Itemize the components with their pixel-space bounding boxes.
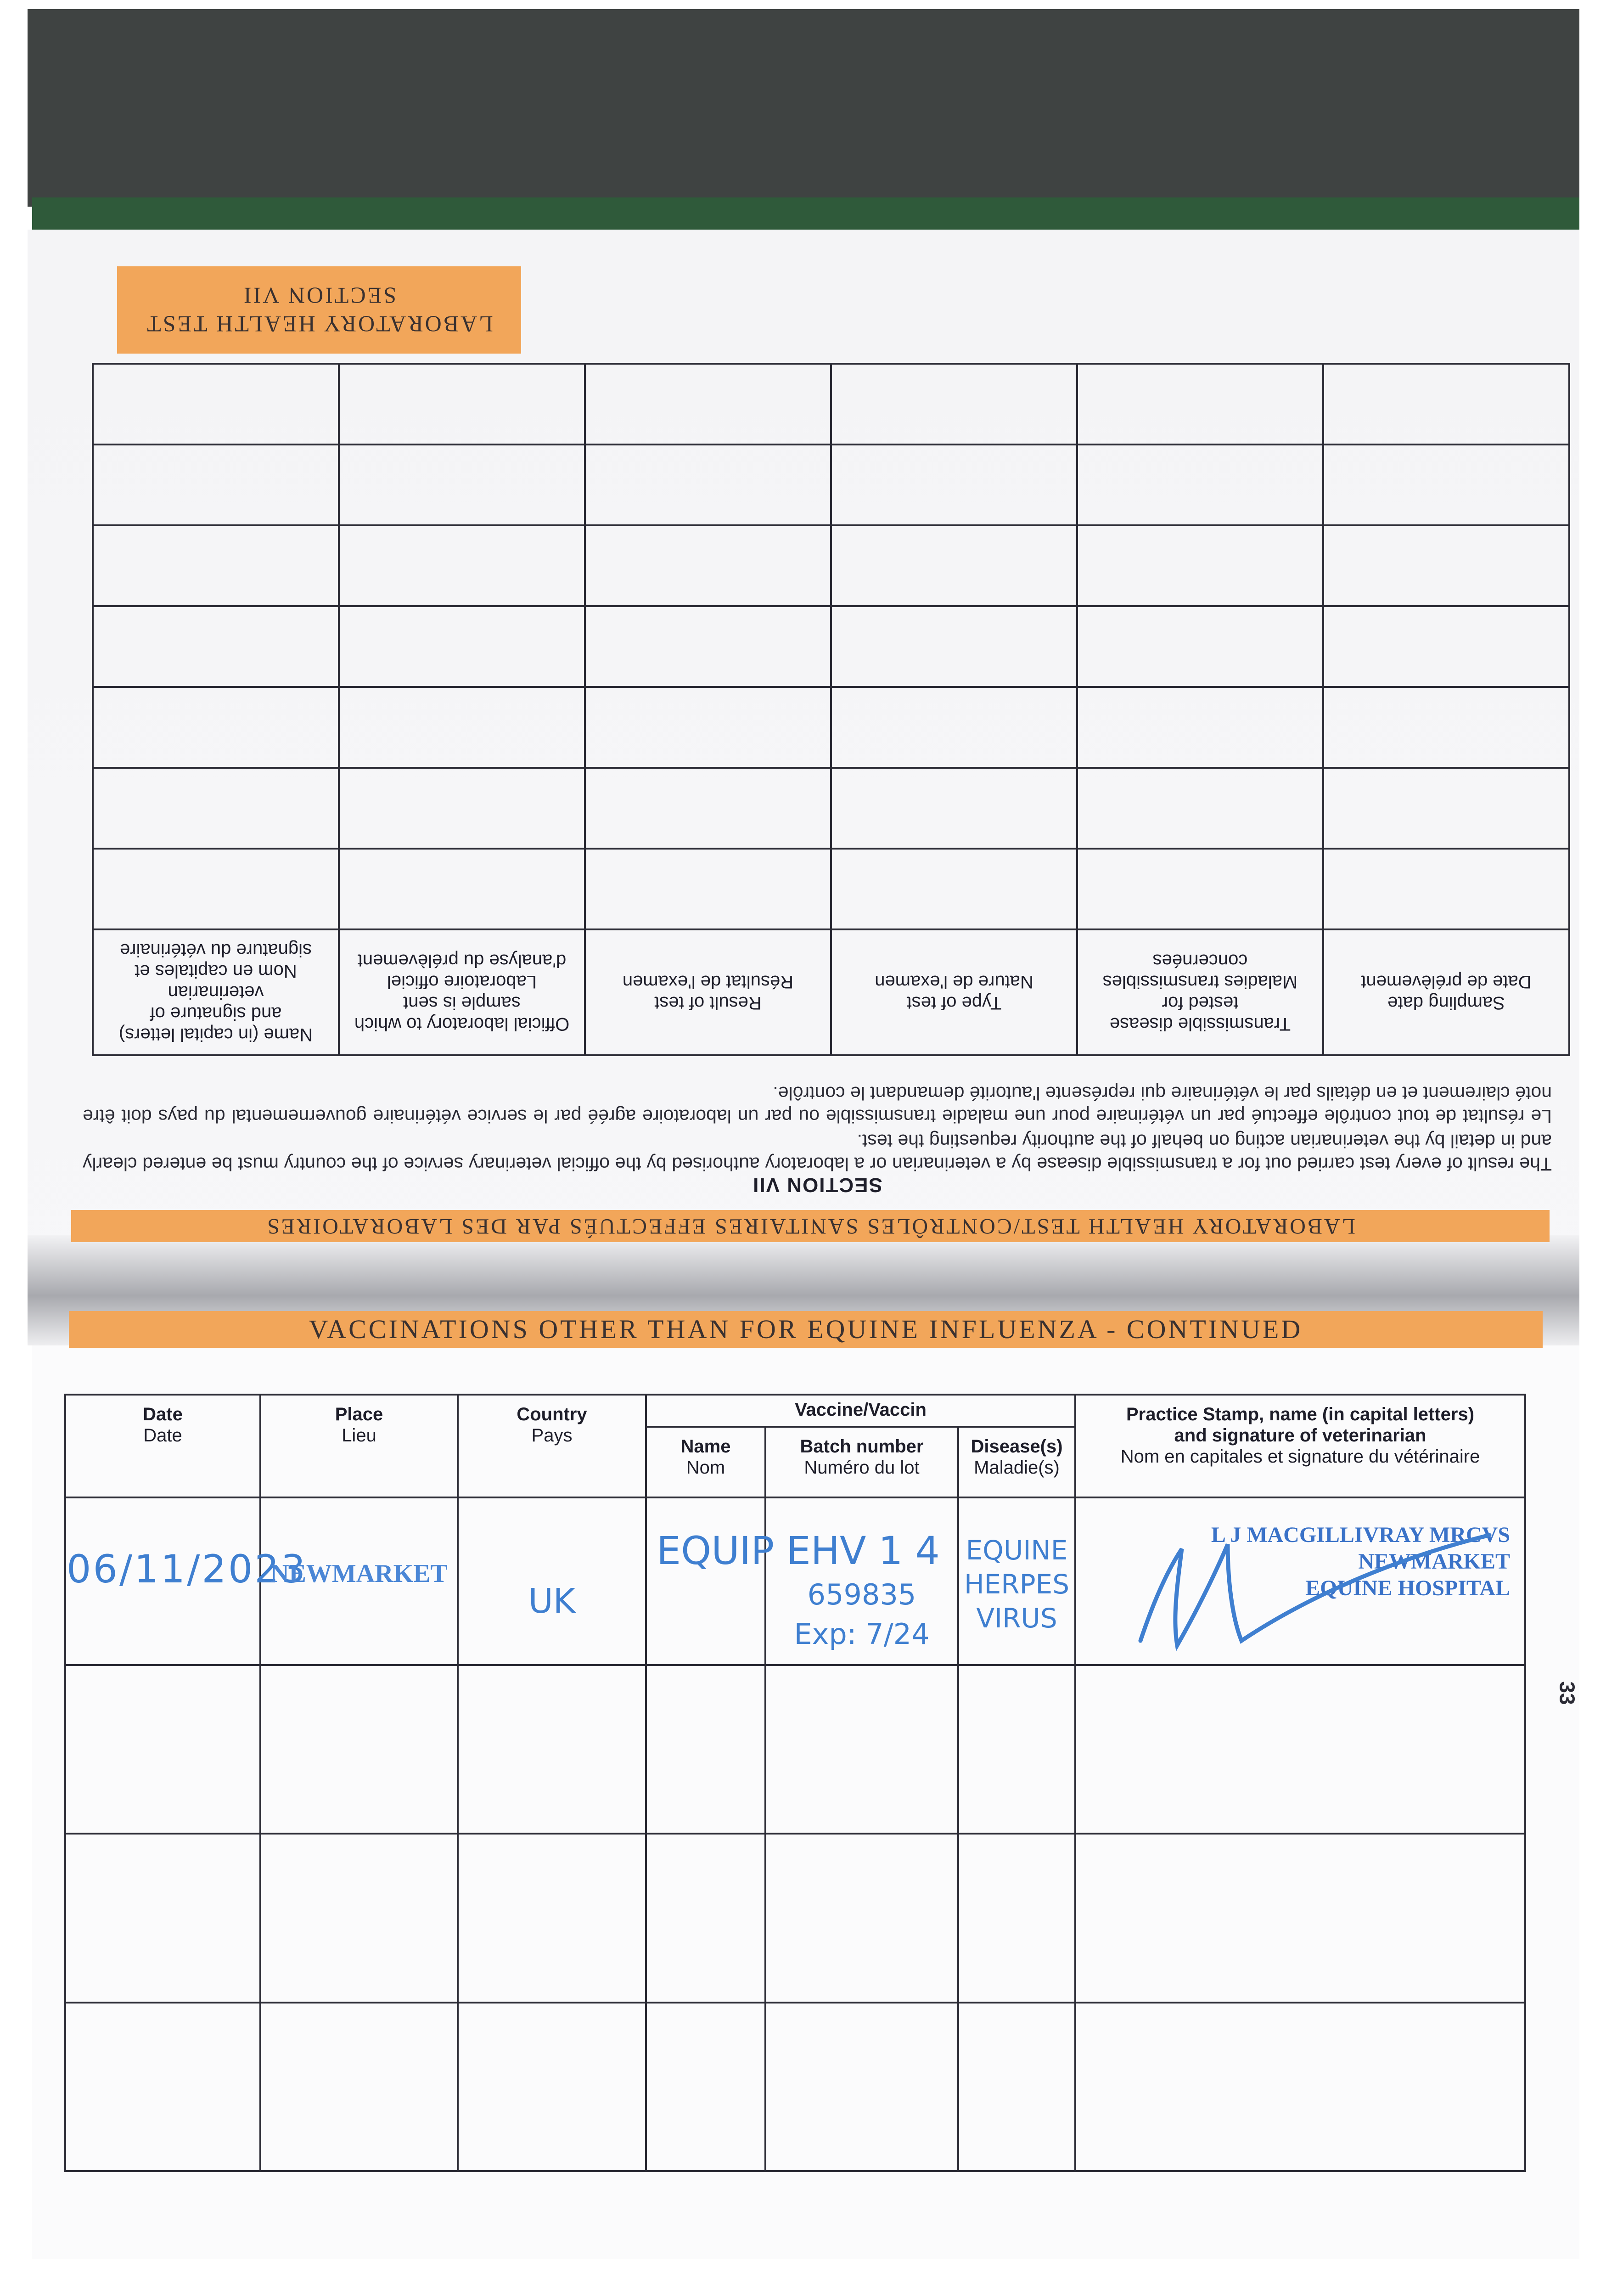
table-row — [65, 1834, 1525, 2002]
scan-margin — [0, 0, 28, 2296]
entry-batch-cell — [765, 1497, 958, 1665]
table-row — [93, 687, 1569, 768]
table-row — [93, 364, 1569, 445]
lab-instructions-en: The result of every test carried out for a transmissible disease by a veterinarian or a laboratory authorised by the official veterinary service of the country must be entered clearly and in detail by the veterinarian acting on behalf of the authority requesting the test. — [83, 1131, 1552, 1175]
vacc-col-batch: Batch number Numéro du lot — [765, 1427, 958, 1497]
lab-title-line2: SECTION VII — [241, 283, 397, 309]
vacc-col-country: Country Pays — [458, 1395, 646, 1497]
table-row — [93, 849, 1569, 929]
lab-instructions-fr: Le résultat de tout contrôle effectué par un vétérinaire pour une maladie transmissible ou par un laboratoire agréé par le service vétérinaire gouvernemental du pays doit être noté clairement et en détails par le vétérinaire qui représente l'autorité demandant le contrôle. — [83, 1083, 1552, 1127]
lab-title-line1: LABORATORY HEALTH TEST — [145, 311, 493, 337]
lab-col-sampling-date: Sampling date Date de prélèvement — [1323, 929, 1569, 1055]
table-row — [65, 1497, 1525, 1665]
lab-col-official-laboratory: Official laboratory to which sample is sent Laboratoire officiel d'analyse du prélèvement — [339, 929, 585, 1055]
vacc-col-practice-stamp: Practice Stamp, name (in capital letters) and signature of veterinarian Nom en capitales et signature du vétérinaire — [1075, 1395, 1525, 1497]
vacc-col-date: Date Date — [65, 1395, 260, 1497]
passport-cover-edge — [32, 197, 1579, 234]
entry-disease-line2: HERPES — [964, 1569, 1070, 1600]
stamp-practice: EQUINE HOSPITAL — [1305, 1576, 1511, 1600]
table-row — [93, 445, 1569, 525]
veterinarian-signature — [1122, 1521, 1499, 1659]
lab-section-heading: SECTION VII — [752, 1174, 882, 1196]
page-number: 33 — [1555, 1681, 1579, 1705]
entry-batch-expiry: Exp: 7/24 — [794, 1617, 930, 1651]
lab-col-test-result: Result of test Résultat de l'examen — [585, 929, 831, 1055]
vacc-col-disease: Disease(s) Maladie(s) — [958, 1427, 1075, 1497]
entry-batch-number-value: 659835 — [807, 1578, 916, 1611]
laboratory-test-table — [92, 377, 1570, 1056]
entry-practice-cell — [1075, 1497, 1525, 1665]
entry-date: 06/11/2023 — [67, 1547, 308, 1592]
stamp-vet-name: L J MACGILLIVRAY MRCVS — [1211, 1523, 1511, 1547]
entry-disease-line3: VIRUS — [976, 1603, 1057, 1634]
vacc-col-vaccine-group: Vaccine/Vaccin — [646, 1395, 1075, 1427]
entry-date-cell — [65, 1497, 308, 1665]
table-row — [65, 2003, 1525, 2171]
vaccination-section-banner: VACCINATIONS OTHER THAN FOR EQUINE INFLUENZA - CONTINUED — [69, 1311, 1543, 1348]
scan-dark-background — [28, 9, 1579, 207]
lab-instructions-paragraph — [83, 1065, 1552, 1176]
vacc-col-name: Name Nom — [646, 1427, 765, 1497]
table-row — [93, 606, 1569, 687]
vacc-col-place: Place Lieu — [260, 1395, 458, 1497]
lab-col-veterinarian: Name (in capital letters) and signature of veterinarian Nom en capitales et signature du vétérinaire — [93, 929, 339, 1055]
table-row — [93, 525, 1569, 606]
entry-country-cell — [458, 1497, 646, 1665]
stamp-town: NEWMARKET — [1358, 1549, 1511, 1574]
lab-col-disease-tested: Transmissible disease tested for Maladies transmissibles concernées — [1077, 929, 1323, 1055]
table-row — [93, 768, 1569, 849]
entry-batch-number — [767, 1499, 957, 1654]
lab-section-title-box — [117, 266, 521, 354]
entry-disease-cell — [958, 1497, 1075, 1665]
table-row — [65, 1665, 1525, 1834]
entry-place-cell — [260, 1497, 458, 1665]
entry-country: UK — [528, 1581, 576, 1621]
lab-section-banner: LABORATORY HEALTH TEST/CONTRÔLES SANITAIRES EFFECTUÉS PAR DES LABORATOIRES — [71, 1210, 1550, 1242]
lab-col-test-type: Type of test Nature de l'examen — [831, 929, 1077, 1055]
entry-disease-line1: EQUINE — [966, 1535, 1068, 1566]
lab-table-header-row — [93, 929, 1569, 1055]
entry-place-stamp: NEWMARKET — [270, 1559, 448, 1588]
entry-vaccine-name: EQUIP EHV 1 4 — [657, 1528, 940, 1573]
vaccination-table — [64, 1394, 1524, 2172]
entry-disease — [960, 1499, 1074, 1635]
